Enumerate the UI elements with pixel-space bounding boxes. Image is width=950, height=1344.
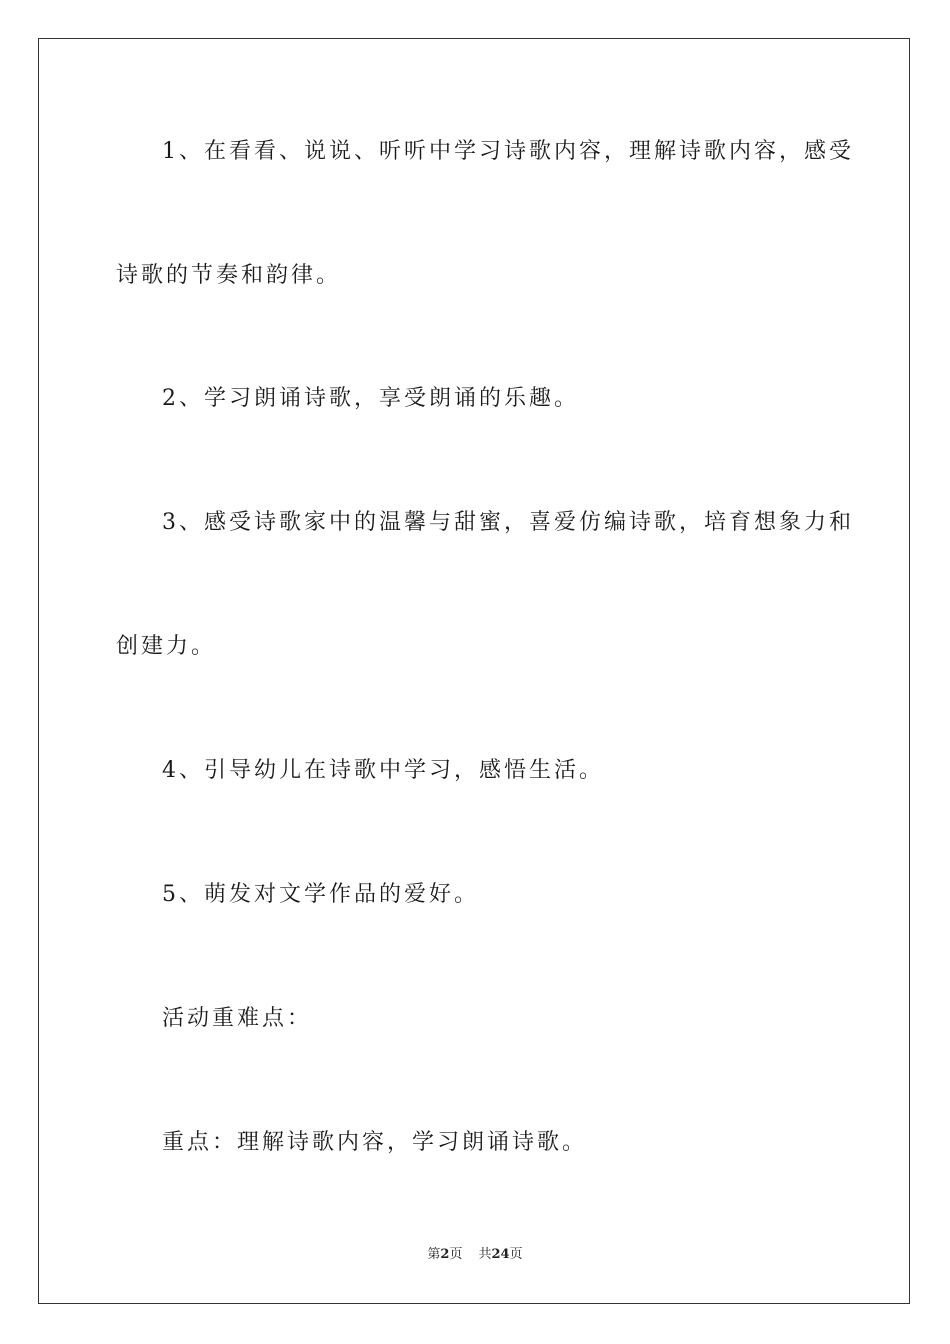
footer-total-pages: 24	[491, 1247, 510, 1262]
objective-3-line-1: 3、感受诗歌家中的温馨与甜蜜，喜爱仿编诗歌，培育想象力和	[162, 510, 854, 535]
section-heading-difficulty: 活动重难点：	[162, 1006, 313, 1031]
objective-5: 5、萌发对文学作品的爱好。	[162, 882, 479, 907]
footer-total-suffix: 页	[509, 1247, 523, 1262]
footer-page-suffix: 页	[449, 1247, 463, 1262]
objective-3-line-2: 创建力。	[116, 634, 217, 659]
objective-1-line-2: 诗歌的节奏和韵律。	[116, 263, 342, 288]
page-footer	[0, 1246, 950, 1264]
objective-4: 4、引导幼儿在诗歌中学习，感悟生活。	[162, 758, 604, 783]
objective-2: 2、学习朗诵诗歌，享受朗诵的乐趣。	[162, 386, 579, 411]
footer-page-prefix: 第	[427, 1247, 441, 1262]
page-border	[38, 38, 910, 1304]
objective-1-line-1: 1、在看看、说说、听听中学习诗歌内容，理解诗歌内容，感受	[162, 139, 854, 164]
footer-total-prefix: 共	[478, 1247, 492, 1262]
key-point-line: 重点：理解诗歌内容，学习朗诵诗歌。	[162, 1130, 588, 1155]
footer-page-number: 2	[440, 1247, 450, 1262]
